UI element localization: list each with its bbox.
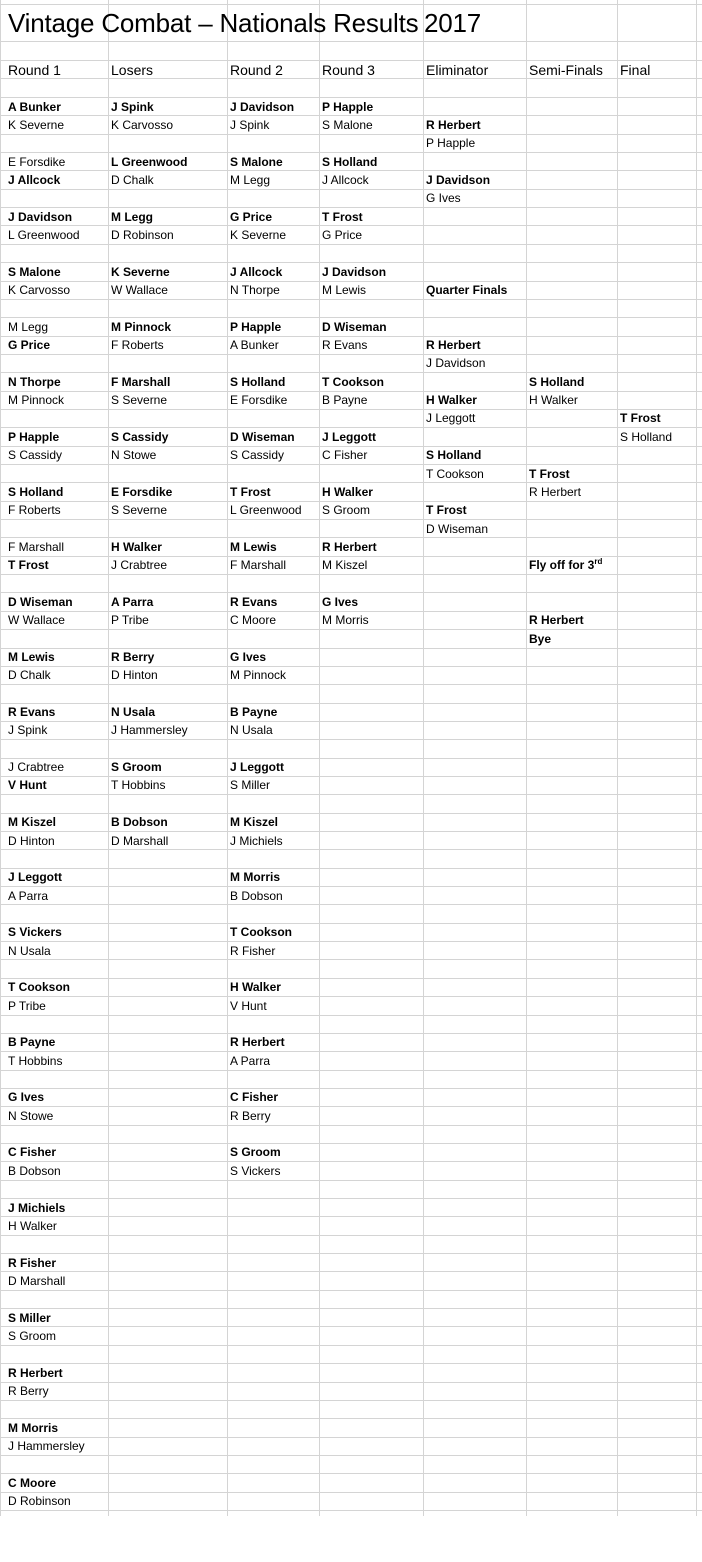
winner-cell: D Wiseman [8, 594, 73, 609]
name-cell: J Spink [8, 723, 48, 738]
column-header: Round 3 [322, 62, 375, 78]
winner-cell: N Usala [111, 705, 156, 720]
name-cell: P Tribe [111, 613, 149, 628]
row-divider [0, 1088, 702, 1089]
winner-cell: T Frost [620, 411, 661, 426]
winner-cell: G Ives [230, 650, 267, 664]
name-cell: R Berry [8, 1384, 49, 1398]
winner-cell: J Michiels [8, 1200, 66, 1215]
name-cell: B Dobson [230, 888, 283, 903]
row-divider [0, 1437, 702, 1438]
name-cell: R Fisher [230, 943, 276, 958]
name-cell: C Moore [230, 613, 277, 628]
name-cell: S Severne [111, 393, 168, 408]
winner-cell: G Ives [8, 1090, 45, 1105]
winner-cell: J Davidson [322, 264, 387, 279]
winner-cell: D Wiseman [322, 319, 387, 334]
row-divider [0, 776, 702, 777]
winner-cell: B Dobson [111, 815, 168, 830]
row-divider [0, 4, 702, 5]
winner-cell: J Leggott [8, 870, 62, 885]
winner-cell: J Davidson [8, 209, 73, 224]
name-cell: J Crabtree [8, 760, 65, 775]
row-divider [0, 1161, 702, 1162]
row-divider [0, 1290, 702, 1291]
row-divider [0, 1326, 702, 1327]
winner-cell: T Frost [322, 209, 363, 224]
winner-cell: P Happle [8, 429, 60, 444]
name-cell: N Usala [8, 943, 51, 958]
winner-cell: M Legg [111, 209, 153, 224]
winner-cell: K Severne [111, 264, 170, 279]
row-divider [0, 1198, 702, 1199]
name-cell: P Happle [426, 136, 476, 151]
row-divider [0, 703, 702, 704]
row-divider [0, 1070, 702, 1071]
row-divider [0, 244, 702, 245]
row-divider [0, 886, 702, 887]
winner-cell: G Price [230, 209, 273, 224]
winner-cell: T Frost [230, 484, 271, 499]
row-divider [0, 1418, 702, 1419]
row-divider [0, 794, 702, 795]
name-cell: J Michiels [230, 833, 283, 848]
name-cell: J Leggott [426, 411, 476, 426]
winner-cell: R Herbert [529, 613, 584, 628]
name-cell: H Walker [529, 393, 578, 408]
row-divider [0, 666, 702, 667]
winner-cell: V Hunt [8, 778, 47, 793]
row-divider [0, 299, 702, 300]
name-cell: S Severne [111, 503, 168, 518]
name-cell: D Robinson [111, 227, 174, 242]
name-cell: S Vickers [230, 1163, 281, 1178]
winner-cell: M Pinnock [111, 319, 172, 334]
winner-cell: S Holland [426, 448, 482, 463]
winner-cell: J Davidson [230, 99, 295, 114]
winner-cell: B Payne [230, 705, 278, 720]
winner-cell: C Fisher [230, 1090, 279, 1105]
row-divider [0, 1382, 702, 1383]
winner-cell: S Holland [322, 154, 378, 169]
name-cell: S Miller [230, 778, 271, 793]
name-cell: A Bunker [230, 338, 279, 353]
name-cell: M Lewis [322, 283, 367, 297]
winner-cell: T Frost [426, 503, 467, 518]
column-header: Eliminator [426, 62, 489, 78]
name-cell: D Chalk [111, 172, 154, 187]
winner-cell: T Frost [8, 558, 49, 573]
name-cell: F Marshall [8, 539, 65, 554]
name-cell: P Tribe [8, 998, 46, 1013]
winner-cell: S Holland [529, 374, 585, 389]
name-cell: M Legg [230, 172, 271, 187]
row-divider [0, 409, 702, 410]
name-cell: S Holland [620, 429, 673, 444]
winner-cell: M Kiszel [230, 815, 279, 830]
row-divider [0, 996, 702, 997]
row-divider [0, 354, 702, 355]
winner-cell: J Davidson [426, 172, 491, 187]
row-divider [0, 1510, 702, 1511]
row-divider [0, 1216, 702, 1217]
name-cell: G Price [322, 227, 363, 242]
name-cell: G Ives [426, 191, 461, 206]
winner-cell: R Herbert [230, 1035, 285, 1050]
row-divider [0, 758, 702, 759]
winner-cell: R Evans [8, 705, 56, 720]
row-divider [0, 1125, 702, 1126]
row-divider [0, 923, 702, 924]
name-cell: K Severne [230, 227, 287, 242]
row-divider [0, 1235, 702, 1236]
winner-cell: J Allcock [230, 264, 283, 279]
winner-cell: J Leggott [230, 760, 284, 775]
column-header: Round 1 [8, 62, 61, 78]
winner-cell: S Malone [8, 264, 61, 279]
winner-cell: Quarter Finals [426, 283, 508, 297]
winner-cell: A Parra [111, 594, 154, 609]
row-divider [0, 1345, 702, 1346]
row-divider [0, 959, 702, 960]
name-cell: B Payne [322, 393, 368, 408]
name-cell: R Berry [230, 1108, 271, 1123]
name-cell: A Parra [230, 1053, 271, 1068]
row-divider [0, 684, 702, 685]
winner-cell: H Walker [111, 539, 162, 554]
name-cell: D Marshall [8, 1273, 66, 1288]
winner-cell: M Morris [8, 1420, 59, 1435]
name-cell: S Groom [8, 1328, 57, 1343]
row-divider [0, 1015, 702, 1016]
winner-cell: S Holland [8, 484, 64, 499]
column-header: Round 2 [230, 62, 283, 78]
row-divider [0, 1492, 702, 1493]
winner-cell: D Wiseman [230, 429, 295, 444]
name-cell: N Stowe [111, 448, 157, 463]
winner-cell: R Fisher [8, 1255, 57, 1270]
row-divider [0, 813, 702, 814]
winner-cell: S Holland [230, 374, 286, 389]
winner-cell: H Walker [322, 484, 373, 499]
name-cell: J Hammersley [111, 723, 188, 738]
name-cell: T Cookson [426, 466, 484, 481]
winner-cell: G Ives [322, 594, 359, 609]
name-cell: B Dobson [8, 1163, 61, 1178]
name-cell: C Fisher [322, 448, 368, 463]
winner-cell: B Payne [8, 1035, 56, 1050]
name-cell: M Morris [322, 613, 369, 628]
name-cell: N Thorpe [230, 283, 280, 297]
row-divider [0, 1051, 702, 1052]
row-divider [0, 1143, 702, 1144]
row-divider [0, 1473, 702, 1474]
name-cell: K Severne [8, 117, 65, 132]
winner-cell: R Herbert [322, 539, 377, 554]
winner-cell: M Morris [230, 870, 281, 885]
name-cell: J Davidson [426, 356, 486, 371]
winner-cell: S Vickers [8, 925, 62, 940]
row-divider [0, 41, 702, 42]
winner-cell: P Happle [230, 319, 282, 334]
winner-cell: M Lewis [8, 650, 55, 664]
name-cell: T Hobbins [8, 1053, 63, 1068]
winner-cell: R Evans [230, 594, 278, 609]
winner-cell: G Price [8, 338, 51, 353]
winner-cell: L Greenwood [111, 154, 188, 169]
title-text: Vintage Combat – Nationals Results [8, 8, 419, 38]
winner-cell: T Cookson [8, 980, 70, 995]
winner-cell: M Lewis [230, 539, 277, 554]
column-header: Semi-Finals [529, 62, 603, 78]
winner-cell: M Kiszel [8, 815, 57, 830]
name-cell: J Hammersley [8, 1439, 85, 1454]
name-cell: A Parra [8, 888, 49, 903]
name-cell: K Carvosso [8, 283, 71, 297]
row-divider [0, 831, 702, 832]
row-divider [0, 941, 702, 942]
row-divider [0, 1400, 702, 1401]
winner-cell: R Herbert [426, 117, 481, 132]
name-cell: J Allcock [322, 172, 369, 187]
winner-cell: T Cookson [230, 925, 292, 940]
name-cell: M Kiszel [322, 558, 368, 573]
winner-cell: H Walker [426, 393, 477, 408]
name-cell: R Herbert [529, 484, 582, 499]
winner-cell: J Spink [111, 99, 154, 114]
row-divider [0, 721, 702, 722]
name-cell: F Marshall [230, 558, 287, 573]
name-cell: F Roberts [8, 503, 61, 518]
name-cell: F Roberts [111, 338, 164, 353]
row-divider [0, 648, 702, 649]
winner-cell: T Cookson [322, 374, 384, 389]
name-cell: D Robinson [8, 1494, 71, 1509]
row-divider [0, 1033, 702, 1034]
title-year: 2017 [424, 8, 482, 38]
name-cell: K Carvosso [111, 117, 174, 132]
name-cell: N Usala [230, 723, 273, 738]
name-cell: V Hunt [230, 998, 267, 1013]
row-divider [0, 868, 702, 869]
winner-cell: C Moore [8, 1475, 56, 1490]
row-divider [0, 464, 702, 465]
row-divider [0, 904, 702, 905]
name-cell: D Marshall [111, 833, 169, 848]
name-cell: L Greenwood [230, 503, 302, 518]
column-header: Final [620, 62, 651, 78]
name-cell: L Greenwood [8, 227, 80, 242]
row-divider [0, 134, 702, 135]
winner-cell: S Groom [230, 1145, 281, 1160]
name-cell: T Hobbins [111, 778, 166, 793]
name-cell: S Malone [322, 117, 373, 132]
row-divider [0, 849, 702, 850]
name-cell: M Pinnock [8, 393, 65, 408]
row-divider [0, 978, 702, 979]
winner-cell: T Frost [529, 466, 570, 481]
winner-cell: J Allcock [8, 172, 61, 187]
row-divider [0, 1308, 702, 1309]
row-divider [0, 1455, 702, 1456]
winner-cell: S Malone [230, 154, 283, 169]
winner-cell: A Bunker [8, 99, 61, 114]
winner-cell: E Forsdike [111, 484, 173, 499]
name-cell: S Groom [322, 503, 371, 518]
winner-cell: Bye [529, 631, 552, 646]
name-cell: J Crabtree [111, 558, 168, 573]
name-cell: D Hinton [8, 833, 55, 848]
winner-cell: N Thorpe [8, 374, 61, 389]
row-divider [0, 1106, 702, 1107]
column-header: Losers [111, 62, 154, 78]
name-cell: R Evans [322, 338, 368, 353]
row-divider [0, 1363, 702, 1364]
winner-cell: R Herbert [426, 338, 481, 353]
name-cell: M Legg [8, 319, 49, 334]
name-cell: W Wallace [111, 283, 168, 297]
name-cell: D Hinton [111, 668, 158, 683]
name-cell: H Walker [8, 1218, 57, 1233]
name-cell: M Pinnock [230, 668, 287, 683]
row-divider [0, 739, 702, 740]
winner-cell: P Happle [322, 99, 374, 114]
row-divider [0, 189, 702, 190]
winner-cell: S Groom [111, 760, 162, 775]
name-cell: S Cassidy [230, 448, 285, 463]
winner-cell: H Walker [230, 980, 281, 995]
winner-cell: F Marshall [111, 374, 171, 389]
row-divider [0, 1271, 702, 1272]
name-cell: E Forsdike [8, 154, 66, 169]
winner-cell: J Leggott [322, 429, 376, 444]
sheet-title [8, 6, 482, 40]
name-cell: N Stowe [8, 1108, 54, 1123]
winner-cell: S Cassidy [111, 429, 169, 444]
name-cell: W Wallace [8, 613, 65, 628]
row-divider [0, 1180, 702, 1181]
winner-cell: Fly off for 3rd [529, 557, 603, 573]
name-cell: S Cassidy [8, 448, 63, 463]
winner-cell: S Miller [8, 1310, 51, 1325]
name-cell: D Wiseman [426, 521, 489, 536]
name-cell: J Spink [230, 117, 270, 132]
row-divider [0, 1253, 702, 1254]
name-cell: E Forsdike [230, 393, 288, 408]
name-cell: D Chalk [8, 668, 51, 683]
winner-cell: C Fisher [8, 1145, 57, 1160]
winner-cell: R Berry [111, 650, 155, 664]
winner-cell: R Herbert [8, 1365, 63, 1380]
